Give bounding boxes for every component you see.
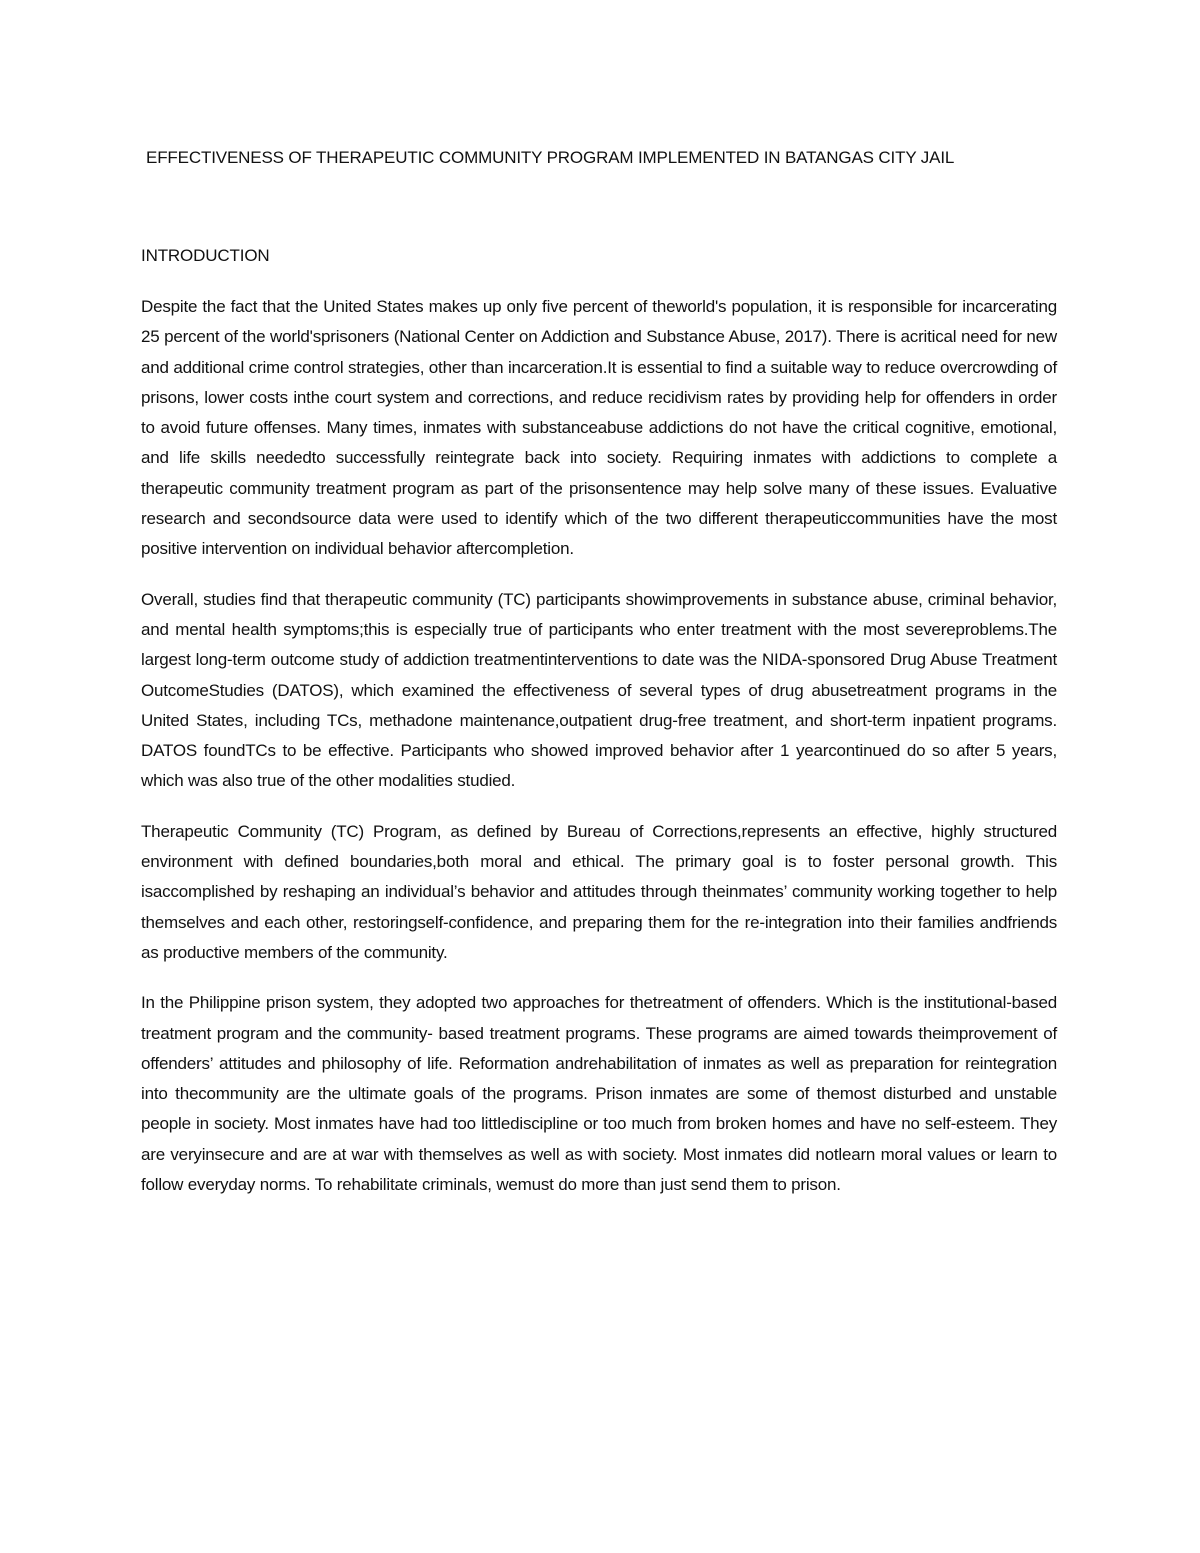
document-body [141, 292, 1057, 1220]
paragraph-2: Overall, studies find that therapeutic community (TC) participants showimprovements in substance abuse, criminal behavior, and mental health symptoms;this is especially true of participants who enter treatment with the most severeproblems.The largest long-term outcome study of addiction treatmentinterventions to date was the NIDA-sponsored Drug Abuse Treatment OutcomeStudies (DATOS), which examined the effectiveness of several types of drug abusetreatment programs in the United States, including TCs, methadone maintenance,outpatient drug-free treatment, and short-term inpatient programs. DATOS foundTCs to be effective. Participants who showed improved behavior after 1 yearcontinued do so after 5 years, which was also true of the other modalities studied. [141, 589, 1057, 791]
paragraph-1: Despite the fact that the United States makes up only five percent of theworld's population, it is responsible for incarcerating 25 percent of the world'sprisoners (National Center on Addiction and Substance Abuse, 2017). There is acritical need for new and additional crime control strategies, other than incarceration.It is essential to find a suitable way to reduce overcrowding of prisons, lower costs inthe court system and corrections, and reduce recidivism rates by providing help for offenders in order to avoid future offenses. Many times, inmates with substanceabuse addictions do not have the critical cognitive, emotional, and life skills neededto successfully reintegrate back into society. Requiring inmates with addictions to complete a therapeutic community treatment program as part of the prisonsentence may help solve many of these issues. Evaluative research and secondsource data were used to identify which of the two different therapeuticcommunities have the most positive intervention on individual behavior aftercompletion. [141, 297, 1057, 559]
section-heading-introduction: INTRODUCTION [141, 246, 270, 265]
document-title: EFFECTIVENESS OF THERAPEUTIC COMMUNITY PROGRAM IMPLEMENTED IN BATANGAS CITY JAIL [146, 148, 955, 167]
paragraph-4: In the Philippine prison system, they adopted two approaches for thetreatment of offenders. Which is the institutional-based treatment program and the community- based treatment programs. These programs are aimed towards theimprovement of offenders’ attitudes and philosophy of life. Reformation andrehabilitation of inmates as well as preparation for reintegration into thecommunity are the ultimate goals of the programs. Prison inmates are some of themost disturbed and unstable people in society. Most inmates have had too littlediscipline or too much from broken homes and have no self-esteem. They are veryinsecure and are at war with themselves as well as with society. Most inmates did notlearn moral values or learn to follow everyday norms. To rehabilitate criminals, wemust do more than just send them to prison. [141, 993, 1057, 1195]
paragraph-3: Therapeutic Community (TC) Program, as defined by Bureau of Corrections,represents an effective, highly structured environment with defined boundaries,both moral and ethical. The primary goal is to foster personal growth. This isaccomplished by reshaping an individual’s behavior and attitudes through theinmates’ community working together to help themselves and each other, restoringself-confidence, and preparing them for the re-integration into their families andfriends as productive members of the community. [141, 821, 1057, 962]
